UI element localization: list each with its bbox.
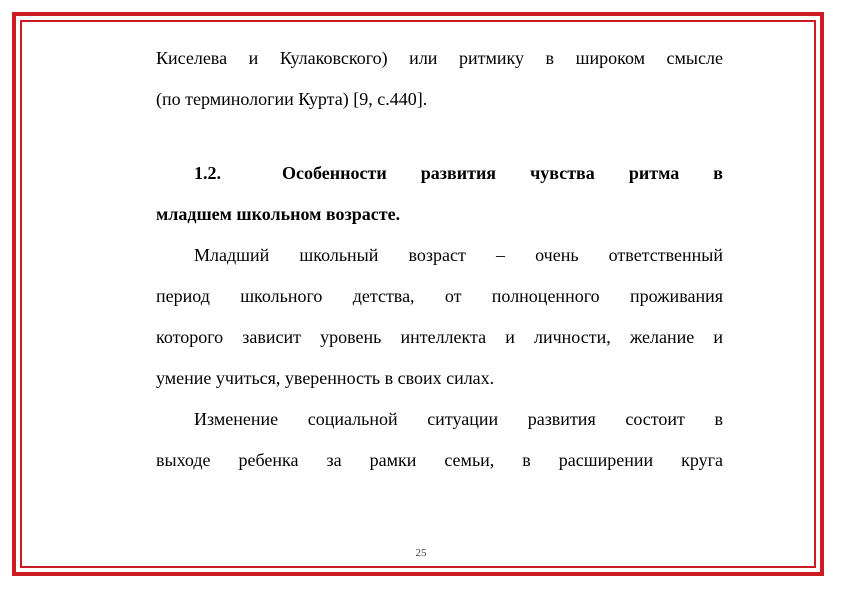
paragraph-line: Младший школьный возраст – очень ответственный [194, 245, 723, 265]
paragraph-line: которого зависит уровень интеллекта и личности, желание и [156, 327, 723, 347]
text-line: Киселева и Кулаковского) или ритмику в широком смысле [156, 48, 723, 68]
paragraph-line: умение учиться, уверенность в своих силах. [156, 368, 495, 388]
page-number: 25 [415, 547, 427, 559]
page-content [156, 38, 723, 481]
paragraph-line: выходе ребенка за рамки семьи, в расширении круга [156, 450, 723, 470]
section-title-line1: Особенности развития чувства ритма в [282, 163, 723, 183]
section-title-line2: младшем школьном возрасте. [156, 204, 401, 224]
section-heading [156, 153, 723, 194]
text-line: (по терминологии Курта) [9, с.440]. [156, 89, 428, 109]
spacer [156, 120, 723, 153]
section-number: 1.2. [194, 163, 221, 183]
paragraph-line: период школьного детства, от полноценного проживания [156, 286, 723, 306]
paragraph-line: Изменение социальной ситуации развития состоит в [194, 409, 723, 429]
